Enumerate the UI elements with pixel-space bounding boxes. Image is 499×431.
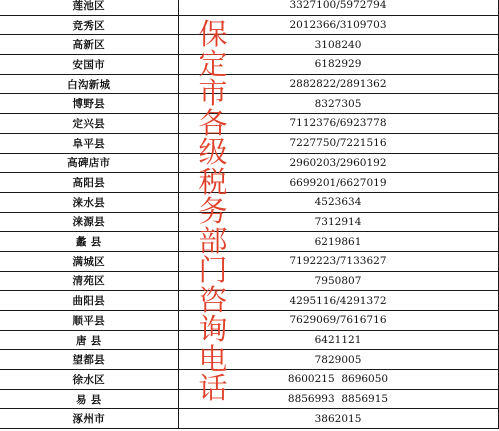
district-name-cell: 唐 县 (0, 330, 178, 350)
district-name-cell: 涞水县 (0, 192, 178, 212)
table-row (0, 74, 498, 94)
table-row (0, 251, 498, 271)
phone-number-cell: 6699201/6627019 (178, 173, 498, 193)
table-row (0, 55, 498, 75)
table-row (0, 409, 498, 429)
table-row (0, 330, 498, 350)
district-name-cell: 安国市 (0, 55, 178, 75)
district-name-cell: 高新区 (0, 35, 178, 55)
district-name-cell: 满城区 (0, 251, 178, 271)
table-row (0, 212, 498, 232)
table-row (0, 350, 498, 370)
table-row (0, 232, 498, 252)
district-name-cell: 清苑区 (0, 271, 178, 291)
phone-number-cell: 7950807 (178, 271, 498, 291)
phone-number-cell: 4523634 (178, 192, 498, 212)
phone-number-cell: 8327305 (178, 94, 498, 114)
phone-number-cell: 7629069/7616716 (178, 311, 498, 331)
phone-number-cell: 6421121 (178, 330, 498, 350)
district-name-cell: 望都县 (0, 350, 178, 370)
district-name-cell: 博野县 (0, 94, 178, 114)
overlay-title: 保定市各级税务部门咨询电话 (198, 17, 228, 405)
district-name-cell: 易 县 (0, 389, 178, 409)
table-row (0, 94, 498, 114)
district-name-cell: 徐水区 (0, 370, 178, 390)
district-name-cell: 阜平县 (0, 133, 178, 153)
phone-number-cell: 6182929 (178, 55, 498, 75)
phone-number-cell: 3862015 (178, 409, 498, 429)
table-row (0, 133, 498, 153)
table-row (0, 370, 498, 390)
district-name-cell: 白沟新城 (0, 74, 178, 94)
district-name-cell: 莲池区 (0, 0, 178, 15)
table-row (0, 114, 498, 134)
phone-number-cell: 7312914 (178, 212, 498, 232)
table-row (0, 291, 498, 311)
district-name-cell: 定兴县 (0, 114, 178, 134)
district-name-cell: 蠡 县 (0, 232, 178, 252)
phone-number-cell: 3327100/5972794 (178, 0, 498, 15)
phone-number-cell: 7829005 (178, 350, 498, 370)
phone-number-cell: 8600215 8696050 (178, 370, 498, 390)
phone-number-cell: 2960203/2960192 (178, 153, 498, 173)
phone-number-cell: 7112376/6923778 (178, 114, 498, 134)
phone-number-cell: 6219861 (178, 232, 498, 252)
district-name-cell: 涞源县 (0, 212, 178, 232)
district-name-cell: 顺平县 (0, 311, 178, 331)
phone-number-cell: 7192223/7133627 (178, 251, 498, 271)
table-row (0, 311, 498, 331)
district-name-cell: 高阳县 (0, 173, 178, 193)
district-name-cell: 竞秀区 (0, 15, 178, 35)
table-row (0, 389, 498, 409)
phone-number-cell: 7227750/7221516 (178, 133, 498, 153)
table-row (0, 153, 498, 173)
table-row (0, 192, 498, 212)
phone-number-cell: 2012366/3109703 (178, 15, 498, 35)
district-name-cell: 涿州市 (0, 409, 178, 429)
district-name-cell: 高碑店市 (0, 153, 178, 173)
district-name-cell: 曲阳县 (0, 291, 178, 311)
phone-number-cell: 3108240 (178, 35, 498, 55)
table-row (0, 0, 498, 15)
phone-number-cell: 8856993 8856915 (178, 389, 498, 409)
phone-number-cell: 4295116/4291372 (178, 291, 498, 311)
table-row (0, 173, 498, 193)
phone-number-cell: 2882822/2891362 (178, 74, 498, 94)
table-row (0, 15, 498, 35)
table-row (0, 271, 498, 291)
table-row (0, 35, 498, 55)
